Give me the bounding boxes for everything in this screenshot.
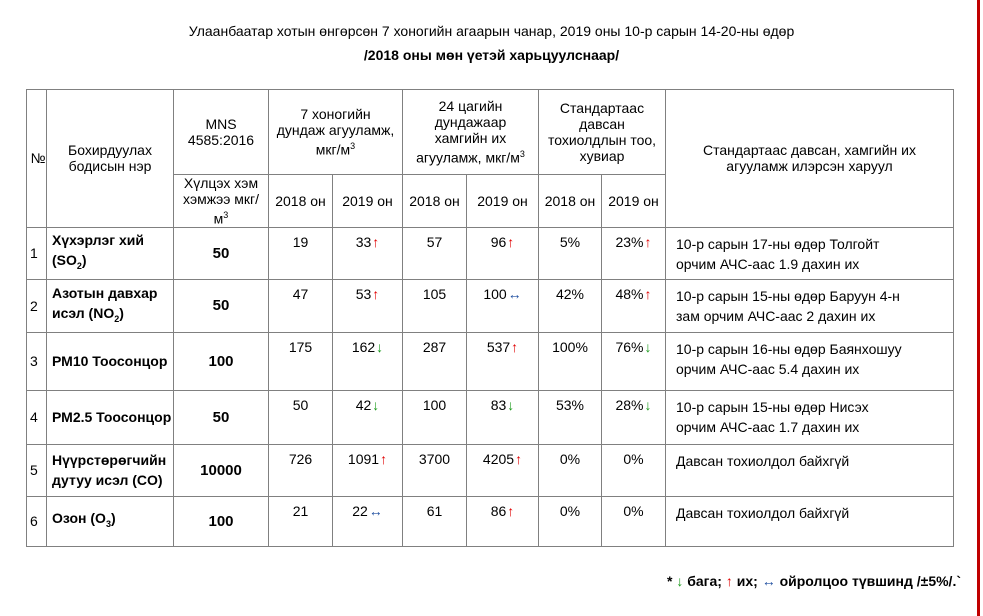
max-2019: 537↑ (467, 332, 539, 390)
max-2018: 100 (403, 390, 467, 444)
limit-value: 50 (174, 227, 269, 279)
table-row (27, 332, 954, 390)
exceed-2018: 0% (539, 496, 602, 546)
arrow-same-icon: ↔ (761, 573, 776, 589)
pollutant-name: Азотын давхар исэл $(NO_2)$ (47, 279, 174, 332)
max-note: 10-р сарын 15-ны өдөр Баруун 4-н зам орчим АЧС-аас 2 дахин их (666, 279, 954, 332)
arrow-up-icon: ↑ (507, 233, 515, 250)
arrow-up-icon: ↑ (372, 285, 380, 302)
header-year-2018: 2018 он (403, 175, 467, 228)
arrow-down-icon: ↓ (376, 338, 384, 355)
exceed-2018: 42% (539, 279, 602, 332)
header-max-note: Стандартаас давсан, хамгийн их агууламж илэрсэн харуул (666, 90, 954, 228)
avg-2019: 33↑ (333, 227, 403, 279)
avg-2018: 175 (269, 332, 333, 390)
limit-value: 50 (174, 390, 269, 444)
avg-2019: 162↓ (333, 332, 403, 390)
table-row (27, 390, 954, 444)
header-pollutant: Бохирдуулах бодисын нэр (47, 90, 174, 228)
header-year-2019: 2019 он (467, 175, 539, 228)
avg-2019: 22↔ (333, 496, 403, 546)
max-2019: 83↓ (467, 390, 539, 444)
row-num: 3 (27, 332, 47, 390)
avg-2019: 53↑ (333, 279, 403, 332)
exceed-2018: 0% (539, 444, 602, 496)
arrow-same-icon: ↔ (507, 285, 522, 302)
exceed-2019: 28%↓ (602, 390, 666, 444)
avg-2019: 1091↑ (333, 444, 403, 496)
limit-value: 50 (174, 279, 269, 332)
header-year-2019: 2019 он (333, 175, 403, 228)
arrow-up-icon: ↑ (725, 573, 733, 589)
table-row (27, 444, 954, 496)
header-mns: MNS 4585:2016 (174, 90, 269, 175)
avg-2018: 47 (269, 279, 333, 332)
exceed-2019: 76%↓ (602, 332, 666, 390)
report-subtitle: /2018 оны мөн үетэй харьцуулснаар/ (363, 47, 620, 63)
header-num: № (27, 90, 47, 228)
exceed-2018: 5% (539, 227, 602, 279)
exceed-2019: 0% (602, 496, 666, 546)
report-title: Улаанбаатар хотын өнгөрсөн 7 хоногийн агаарын чанар, 2019 оны 10-р сарын 14-20-ны өдөр (188, 23, 795, 39)
arrow-up-icon: ↑ (511, 338, 519, 355)
pollutant-name: Нүүрстөрөгчийн дутуу исэл (CO) (47, 444, 174, 496)
arrow-up-icon: ↑ (372, 233, 380, 250)
header-exceed: Стандартаас давсан тохиолдлын тоо, хувиар (539, 90, 666, 175)
max-2018: 105 (403, 279, 467, 332)
exceed-2019: 0% (602, 444, 666, 496)
header-weekly-avg: 7 хоногийн дундаж агууламж, мкг/$м^3$ (269, 90, 403, 175)
max-2019: 4205↑ (467, 444, 539, 496)
header-limit: Хүлцэх хэм хэмжээ мкг/$м^3$ (174, 175, 269, 228)
max-2019: 100↔ (467, 279, 539, 332)
row-num: 5 (27, 444, 47, 496)
avg-2018: 19 (269, 227, 333, 279)
arrow-up-icon: ↑ (515, 450, 523, 467)
avg-2018: 21 (269, 496, 333, 546)
pollutant-name: Озон $(O_3)$ (47, 496, 174, 546)
arrow-same-icon: ↔ (368, 502, 383, 519)
header-max24: 24 цагийн дундажаар хамгийн их агууламж, мкг/$м^3$ (403, 90, 539, 175)
max-2019: 86↑ (467, 496, 539, 546)
arrow-up-icon: ↑ (507, 502, 515, 519)
arrow-down-icon: ↓ (644, 338, 652, 355)
slide-edge-bar (977, 0, 980, 616)
header-year-2018: 2018 он (269, 175, 333, 228)
legend: * ↓ бага; ↑ их; ↔ ойролцоо түвшинд /±5%/.` (667, 573, 961, 589)
max-2018: 287 (403, 332, 467, 390)
table-row (27, 279, 954, 332)
arrow-down-icon: ↓ (372, 396, 380, 413)
header-year-2019: 2019 он (602, 175, 666, 228)
max-2018: 61 (403, 496, 467, 546)
avg-2019: 42↓ (333, 390, 403, 444)
header-year-2018: 2018 он (539, 175, 602, 228)
air-quality-table (26, 89, 954, 547)
max-note: Давсан тохиолдол байхгүй (666, 444, 954, 496)
table-row (27, 496, 954, 546)
max-2018: 3700 (403, 444, 467, 496)
limit-value: 100 (174, 332, 269, 390)
arrow-down-icon: ↓ (644, 396, 652, 413)
row-num: 1 (27, 227, 47, 279)
exceed-2019: 48%↑ (602, 279, 666, 332)
limit-value: 10000 (174, 444, 269, 496)
avg-2018: 726 (269, 444, 333, 496)
arrow-down-icon: ↓ (676, 573, 684, 589)
exceed-2018: 53% (539, 390, 602, 444)
row-num: 6 (27, 496, 47, 546)
table-row (27, 227, 954, 279)
pollutant-name: Хүхэрлэг хий $(SO_2)$ (47, 227, 174, 279)
max-2018: 57 (403, 227, 467, 279)
max-note: 10-р сарын 16-ны өдөр Баянхошуу орчим АЧС-аас 5.4 дахин их (666, 332, 954, 390)
max-note: Давсан тохиолдол байхгүй (666, 496, 954, 546)
pollutant-name: РМ2.5 Тоосонцор (47, 390, 174, 444)
max-note: 10-р сарын 15-ны өдөр Нисэх орчим АЧС-аас 1.7 дахин их (666, 390, 954, 444)
limit-value: 100 (174, 496, 269, 546)
exceed-2019: 23%↑ (602, 227, 666, 279)
max-note: 10-р сарын 17-ны өдөр Толгойт орчим АЧС-аас 1.9 дахин их (666, 227, 954, 279)
pollutant-name: РМ10 Тоосонцор (47, 332, 174, 390)
exceed-2018: 100% (539, 332, 602, 390)
row-num: 4 (27, 390, 47, 444)
avg-2018: 50 (269, 390, 333, 444)
arrow-up-icon: ↑ (644, 285, 652, 302)
arrow-up-icon: ↑ (380, 450, 388, 467)
arrow-down-icon: ↓ (507, 396, 515, 413)
max-2019: 96↑ (467, 227, 539, 279)
row-num: 2 (27, 279, 47, 332)
arrow-up-icon: ↑ (644, 233, 652, 250)
